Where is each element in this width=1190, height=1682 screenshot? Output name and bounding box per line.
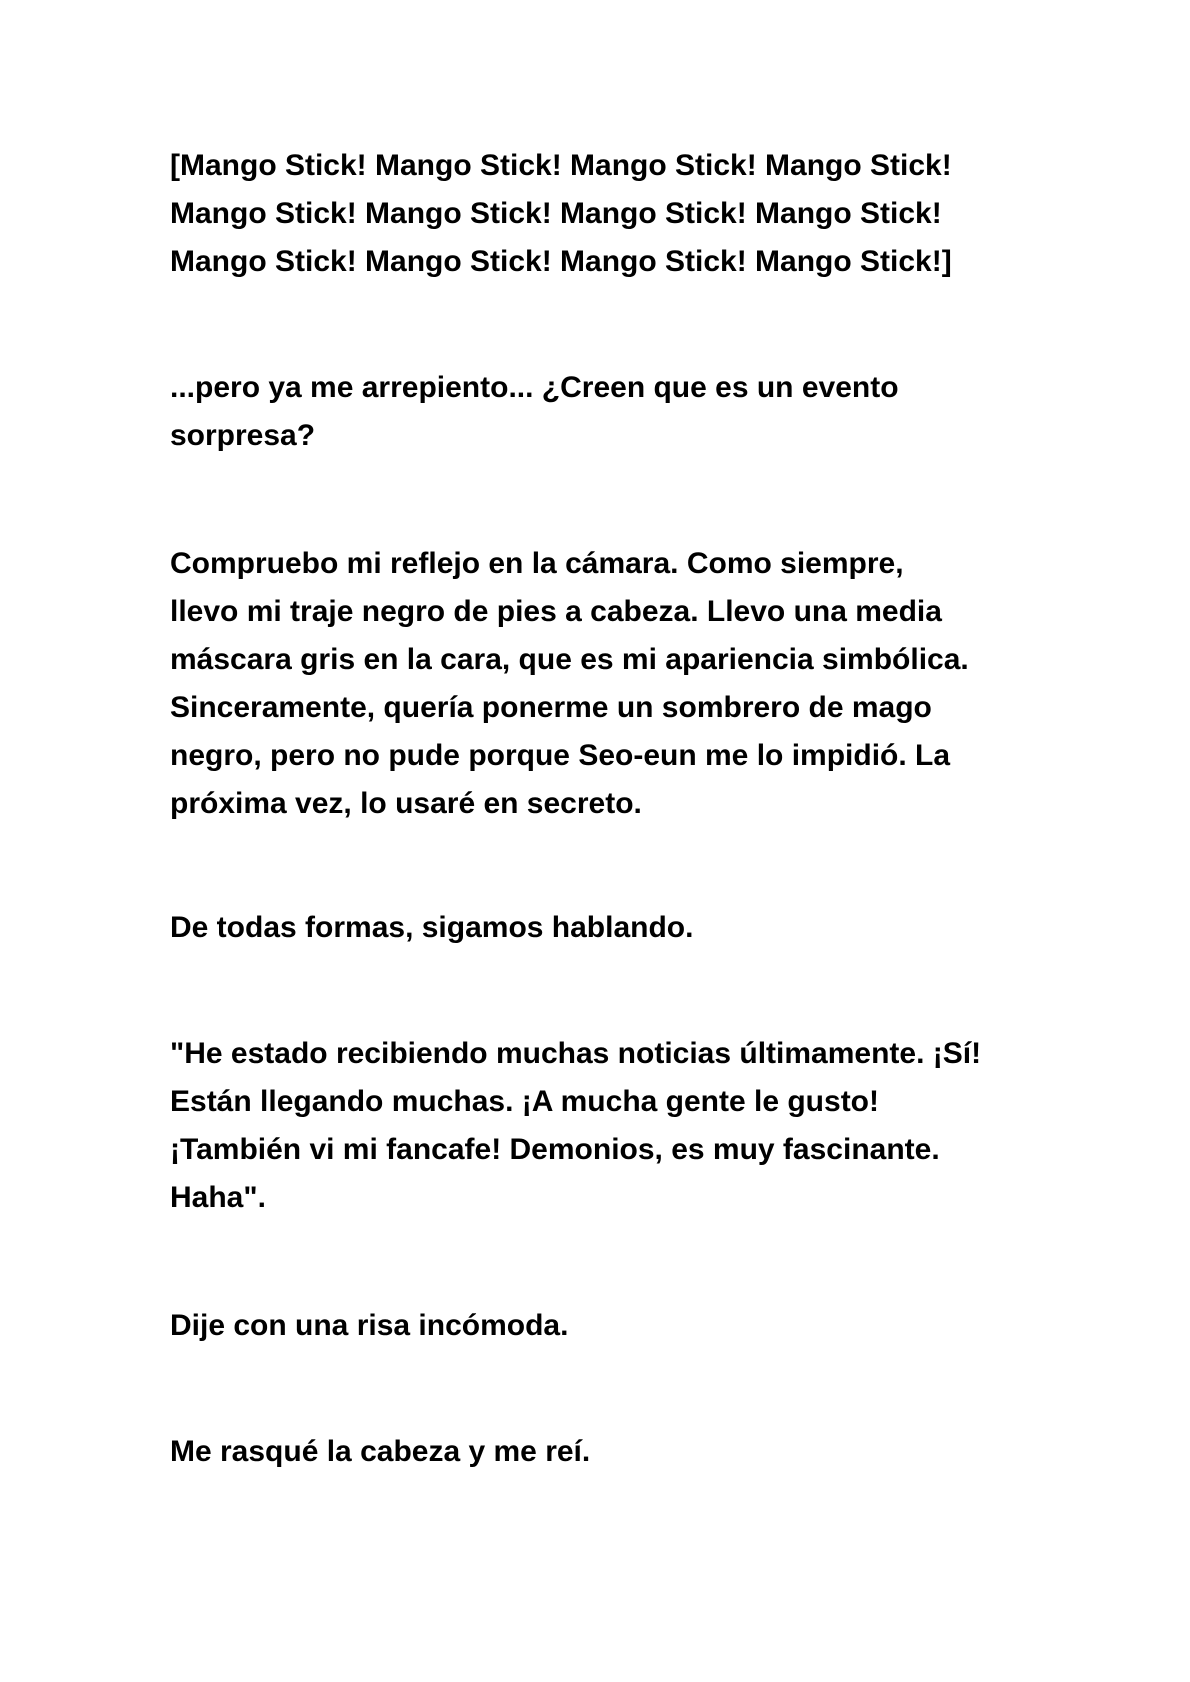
paragraph-awkward-laugh: Dije con una risa incómoda. <box>170 1309 569 1342</box>
paragraph-dialogue-news: "He estado recibiendo muchas noticias últimamente. ¡Sí! Están llegando muchas. ¡A mucha gente le gusto! ¡También vi mi fancafe! Demonios, es muy fascinante. Haha". <box>170 1037 982 1214</box>
paragraph-camera-reflection: Compruebo mi reflejo en la cámara. Como siempre, llevo mi traje negro de pies a cabeza. Llevo una media máscara gris en la cara, que es mi apariencia simbólica. Sinceramente, quería ponerme un sombrero de mago negro, pero no pude porque Seo-eun me lo impidió. La próxima vez, lo usaré en secreto. <box>170 547 969 820</box>
paragraph-mango-stick-chant: [Mango Stick! Mango Stick! Mango Stick! Mango Stick! Mango Stick! Mango Stick! Mango Stick! Mango Stick! Mango Stick! Mango Stick! Mango Stick! Mango Stick!] <box>170 149 952 278</box>
paragraph-regret-question: ...pero ya me arrepiento... ¿Creen que es un evento sorpresa? <box>170 371 899 452</box>
paragraph-scratch-head: Me rasqué la cabeza y me reí. <box>170 1435 591 1468</box>
paragraph-keep-talking: De todas formas, sigamos hablando. <box>170 911 694 944</box>
